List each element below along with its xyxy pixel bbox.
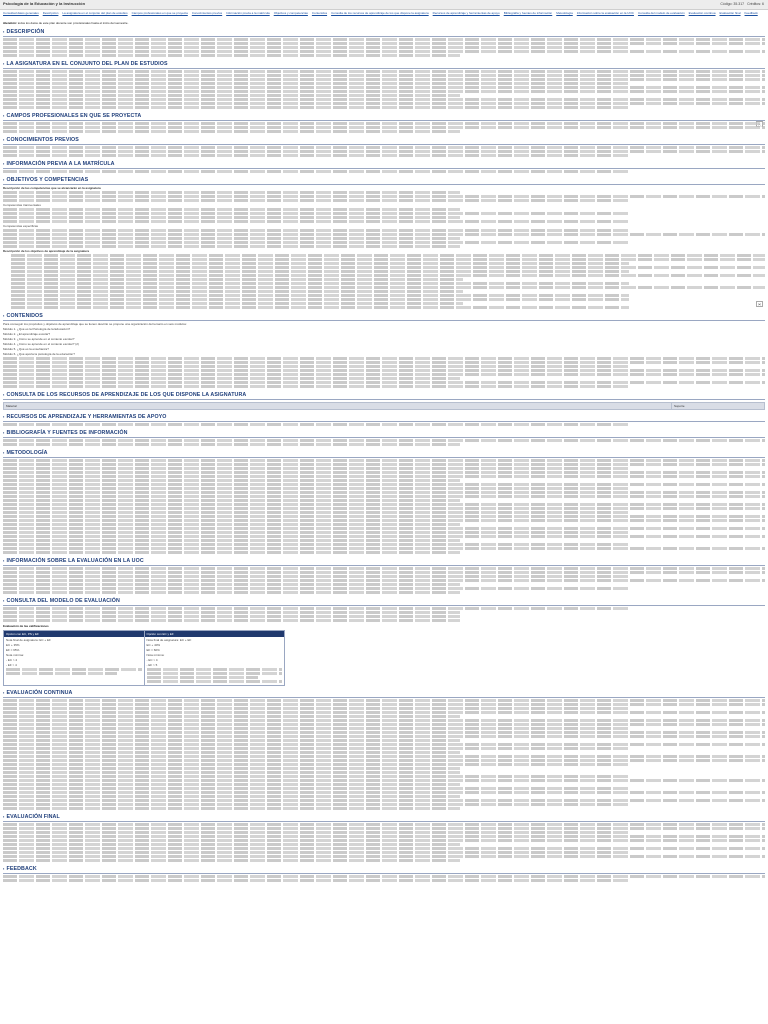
section-consulta-recursos — [3, 392, 765, 410]
eval-caption: Evaluación de las calificaciones — [3, 624, 49, 628]
column-header: Soporte — [674, 404, 685, 408]
page-title: Psicología de la Educación y la Instrucción — [3, 1, 86, 6]
modulo-item: Módulo 4. ¿Cómo se aprende en el contexto escolar? (2) — [3, 342, 79, 346]
section-evaluacion-uoc — [3, 558, 765, 594]
eval-line: - EF > 5 — [146, 663, 158, 667]
section-campos — [3, 113, 765, 133]
notice-label: Atención: — [3, 21, 17, 25]
bullet-icon: ▪ — [3, 29, 5, 34]
eval-line: EC + 35% — [6, 643, 20, 647]
bullet-icon: ▪ — [3, 598, 5, 603]
column-header: Material — [4, 403, 672, 409]
modulo-item: Módulo 5. ¿Qué es la enseñanza? — [3, 347, 49, 351]
nav-link[interactable]: La asignatura en el conjunto del plan de estudios — [62, 11, 128, 15]
section-final — [3, 814, 765, 862]
eval-line: Nota final de asignatura: EC + EF — [146, 638, 192, 642]
section-objetivos — [3, 177, 765, 309]
eval-column — [144, 631, 285, 685]
eval-line: - EF > 4 — [6, 663, 17, 667]
nav-link[interactable]: Feedback — [744, 11, 758, 15]
eval-line: - EC > 4 — [6, 658, 18, 662]
section-heading: ▪ OBJETIVOS Y COMPETENCIAS — [3, 177, 765, 185]
nav-link[interactable]: Consulta del modelo de evaluación — [637, 11, 685, 15]
recursos-table-header — [3, 402, 765, 410]
back-to-top-link[interactable]: [▴] — [757, 302, 762, 306]
section-metodologia — [3, 450, 765, 554]
section-heading: ▪ BIBLIOGRAFÍA Y FUENTES DE INFORMACIÓN — [3, 430, 765, 438]
subheading: Descripción de los objetivos de aprendizaje de la asignatura — [3, 249, 90, 253]
bullet-icon: ▪ — [3, 392, 5, 397]
nav-link[interactable]: Descripción — [42, 11, 59, 15]
eval-line: Nota mínima: — [6, 653, 24, 657]
section-continua — [3, 690, 765, 810]
eval-column-header: Opción con EC, PS y EF — [4, 631, 144, 637]
section-heading: ▪ CAMPOS PROFESIONALES EN QUE SE PROYECTA — [3, 113, 765, 121]
section-heading: ▪ CONOCIMIENTOS PREVIOS — [3, 137, 765, 145]
bullet-icon: ▪ — [3, 177, 5, 182]
notice — [3, 21, 765, 25]
eval-line: - EC > 4 — [146, 658, 158, 662]
modulo-item: Módulo 3. ¿Cómo se aprende en el contexto escolar? — [3, 337, 75, 341]
bullet-icon: ▪ — [3, 313, 5, 318]
eval-table — [3, 630, 285, 686]
section-feedback — [3, 866, 765, 882]
eval-line: EC + 40% — [146, 643, 161, 647]
bullet-icon: ▪ — [3, 814, 5, 819]
section-heading: ▪ EVALUACIÓN CONTINUA — [3, 690, 765, 698]
nav-link[interactable]: Campos profesionales en que se proyecta — [131, 11, 188, 15]
nav-link[interactable]: Evaluación final — [719, 11, 741, 15]
course-meta — [720, 2, 764, 6]
bullet-icon: ▪ — [3, 690, 5, 695]
section-heading: ▪ LA ASIGNATURA EN EL CONJUNTO DEL PLAN DE ESTUDIOS — [3, 61, 765, 69]
bullet-icon: ▪ — [3, 414, 5, 419]
bullet-icon: ▪ — [3, 866, 5, 871]
nav-link[interactable]: Recursos de aprendizaje y herramientas de apoyo — [432, 11, 500, 15]
section-heading: ▪ INFORMACIÓN PREVIA A LA MATRÍCULA — [3, 161, 765, 169]
section-heading: ▪ INFORMACIÓN SOBRE LA EVALUACIÓN EN LA UOC — [3, 558, 765, 566]
header-bar — [0, 0, 768, 10]
bullet-icon: ▪ — [3, 430, 5, 435]
subheading: Competencias específicas — [3, 224, 39, 228]
section-modelo — [3, 598, 765, 686]
notice-text: todos los datos de este plan docente son provisionales hasta el inicio del semestre. — [17, 21, 129, 25]
section-contenidos — [3, 313, 765, 388]
eval-line: EF = 65% — [6, 648, 20, 652]
section-heading: ▪ EVALUACIÓN FINAL — [3, 814, 765, 822]
section-heading: ▪ CONSULTA DEL MODELO DE EVALUACIÓN — [3, 598, 765, 606]
bullet-icon: ▪ — [3, 113, 5, 118]
nav-link[interactable]: Objetivos y competencias — [273, 11, 308, 15]
bullet-icon: ▪ — [3, 161, 5, 166]
section-heading: ▪ RECURSOS DE APRENDIZAJE Y HERRAMIENTAS DE APOYO — [3, 414, 765, 422]
subheading: Competencias transversales — [3, 203, 41, 207]
section-descripcion — [3, 29, 765, 57]
nav-link[interactable]: Consultad datos generales — [3, 11, 39, 15]
section-bibliografia — [3, 430, 765, 446]
bullet-icon: ▪ — [3, 61, 5, 66]
eval-line: Nota final de asignatura: EC + EF — [6, 638, 51, 642]
modulo-item: Módulo 6. ¿Qué aporta la psicología de la educación? — [3, 352, 75, 356]
nav-link[interactable]: Metodología — [556, 11, 573, 15]
nav-link[interactable]: Bibliografía y fuentes de información — [503, 11, 553, 15]
section-matricula — [3, 161, 765, 173]
section-asignatura — [3, 61, 765, 109]
modulo-item: Módulo 2. ¿El aprendizaje escolar? — [3, 332, 51, 336]
section-heading: ▪ CONTENIDOS — [3, 313, 765, 321]
subheading: Descripción de las competencias que se alcanzarán en la asignatura — [3, 186, 101, 190]
contenidos-intro: Para conseguir los propósitos y objetivos de aprendizaje que se tienen descrito se propone una organización del temario en seis módulos: — [3, 322, 187, 326]
nav-link[interactable]: Consulta de los recursos de aprendizaje de los que dispone la asignatura — [331, 11, 429, 15]
eval-column — [4, 631, 144, 685]
bullet-icon: ▪ — [3, 450, 5, 455]
eval-column-header: Opción con EC y EF — [145, 631, 285, 637]
course-code: Código: 35.317 — [720, 2, 745, 6]
bullet-icon: ▪ — [3, 137, 5, 142]
section-recursos — [3, 414, 765, 426]
section-conocimientos — [3, 137, 765, 157]
nav-link[interactable]: Información sobre la evaluación en la UOC — [576, 11, 634, 15]
eval-line: EF = 60% — [146, 648, 160, 652]
section-heading: ▪ METODOLOGÍA — [3, 450, 765, 458]
nav-link[interactable]: Conocimientos previos — [191, 11, 223, 15]
nav-link[interactable]: Información previa a la matrícula — [226, 11, 270, 15]
eval-line: Nota mínima: — [146, 653, 165, 657]
section-heading: ▪ FEEDBACK — [3, 866, 765, 874]
nav-link[interactable]: Evaluación continua — [688, 11, 716, 15]
section-heading: ▪ DESCRIPCIÓN — [3, 29, 765, 37]
nav-link[interactable]: Contenidos — [311, 11, 328, 15]
bullet-icon: ▪ — [3, 558, 5, 563]
section-nav — [0, 10, 768, 20]
course-credits: Créditos: 6 — [747, 2, 764, 6]
modulo-item: Módulo 1. ¿Qué es la Psicología de la Educación? — [3, 327, 71, 331]
section-heading: ▪ CONSULTA DE LOS RECURSOS DE APRENDIZAJE DE LOS QUE DISPONE LA ASIGNATURA — [3, 392, 765, 400]
